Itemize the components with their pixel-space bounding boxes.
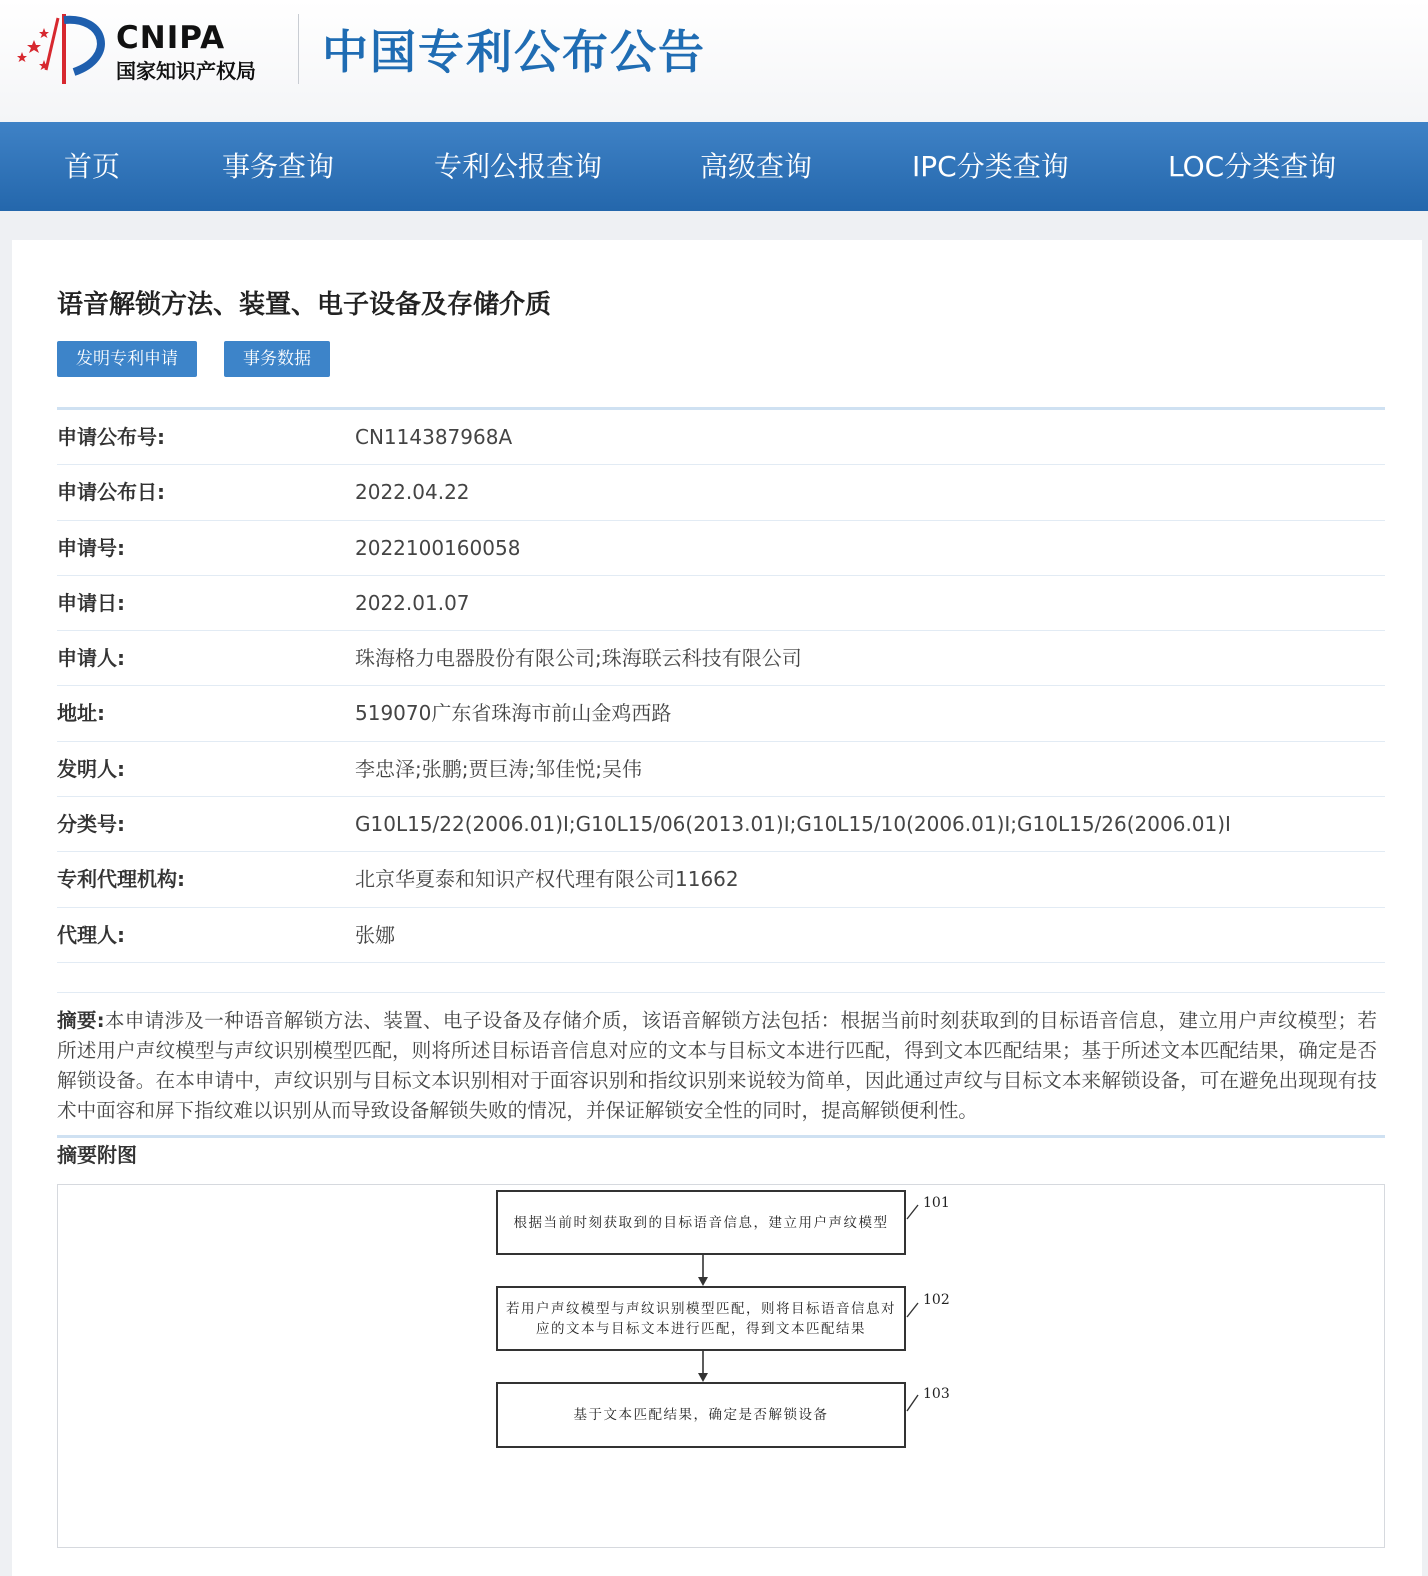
table-row	[57, 686, 1385, 741]
table-row	[57, 742, 1385, 797]
field-value: 李忠泽;张鹏;贾巨涛;邹佳悦;吴伟	[355, 756, 642, 781]
field-label: 申请日:	[57, 590, 125, 615]
abstract-text: 本申请涉及一种语音解锁方法、装置、电子设备及存储介质，该语音解锁方法包括：根据当前时刻获取到的目标语音信息，建立用户声纹模型；若所述用户声纹模型与声纹识别模型匹配，则将所述目标语音信息对应的文本与目标文本进行匹配，得到文本匹配结果；基于所述文本匹配结果，确定是否解锁设备。在本申请中，声纹识别与目标文本识别相对于面容识别和指纹识别来说较为简单，因此通过声纹与目标文本来解锁设备，可在避免出现现有技术中面容和屏下指纹难以识别从而导致设备解锁失败的情况，并保证解锁安全性的同时，提高解锁便利性。	[57, 1009, 1378, 1122]
patent-title: 语音解锁方法、装置、电子设备及存储介质	[57, 290, 552, 320]
nav-gazette-query[interactable]: 专利公报查询	[434, 150, 603, 183]
nav-advanced-query[interactable]: 高级查询	[700, 150, 813, 183]
site-header	[0, 0, 1428, 122]
field-value: 2022.01.07	[355, 590, 470, 615]
nav-loc-query[interactable]: LOC分类查询	[1168, 150, 1337, 183]
step-number-103: 103	[923, 1386, 950, 1402]
logo-text-en: CNIPA	[116, 20, 226, 56]
field-value: CN114387968A	[355, 425, 513, 449]
site-title[interactable]: 中国专利公布公告	[322, 25, 706, 79]
field-value: 北京华夏泰和知识产权代理有限公司11662	[355, 867, 739, 892]
field-label: 发明人:	[57, 756, 125, 781]
table-row	[57, 576, 1385, 631]
field-label: 分类号:	[57, 812, 125, 837]
field-label: 地址:	[57, 701, 105, 726]
nav-home[interactable]: 首页	[64, 150, 121, 183]
tag-transaction-data[interactable]: 事务数据	[224, 341, 330, 377]
logo-text-cn: 国家知识产权局	[116, 59, 256, 83]
table-row	[57, 908, 1385, 963]
field-label: 申请公布日:	[57, 480, 165, 505]
table-row	[57, 410, 1385, 465]
abstract-label: 摘要:	[57, 1009, 105, 1032]
table-row	[57, 465, 1385, 520]
logo-divider	[298, 14, 299, 84]
field-value: 2022.04.22	[355, 480, 470, 505]
table-row	[57, 797, 1385, 852]
nav-transaction-query[interactable]: 事务查询	[222, 150, 335, 183]
step-number-101: 101	[923, 1195, 950, 1211]
tag-invention-application[interactable]: 发明专利申请	[57, 341, 197, 377]
figure-heading: 摘要附图	[57, 1143, 137, 1167]
field-value: G10L15/22(2006.01)I;G10L15/06(2013.01)I;G10L15/10(2006.01)I;G10L15/26(2006.01)I	[355, 812, 1231, 837]
bibliographic-table	[57, 407, 1385, 963]
flow-step-102: 若用户声纹模型与声纹识别模型匹配，则将目标语音信息对应的文本与目标文本进行匹配，得到文本匹配结果	[496, 1286, 906, 1351]
field-label: 申请人:	[57, 646, 125, 671]
table-row	[57, 852, 1385, 907]
field-label: 申请号:	[57, 535, 125, 560]
field-value: 519070广东省珠海市前山金鸡西路	[355, 701, 672, 726]
abstract-figure[interactable]	[57, 1184, 1385, 1548]
nav-ipc-query[interactable]: IPC分类查询	[912, 150, 1069, 183]
field-value: 珠海格力电器股份有限公司;珠海联云科技有限公司	[355, 646, 802, 671]
field-label: 代理人:	[57, 922, 125, 947]
table-row	[57, 521, 1385, 576]
table-row	[57, 631, 1385, 686]
step-number-102: 102	[923, 1292, 950, 1308]
abstract	[57, 1006, 1377, 1126]
field-label: 专利代理机构:	[57, 867, 185, 892]
field-value: 张娜	[355, 922, 395, 947]
patent-detail-card	[12, 240, 1422, 1576]
cnipa-logo[interactable]	[14, 10, 304, 90]
field-value: 2022100160058	[355, 535, 521, 560]
flow-step-103: 基于文本匹配结果，确定是否解锁设备	[496, 1382, 906, 1448]
main-nav	[0, 122, 1428, 211]
abstract-separator	[57, 1135, 1385, 1138]
abstract-divider	[57, 992, 1385, 993]
flow-step-101: 根据当前时刻获取到的目标语音信息，建立用户声纹模型	[496, 1190, 906, 1255]
field-label: 申请公布号:	[57, 425, 165, 449]
